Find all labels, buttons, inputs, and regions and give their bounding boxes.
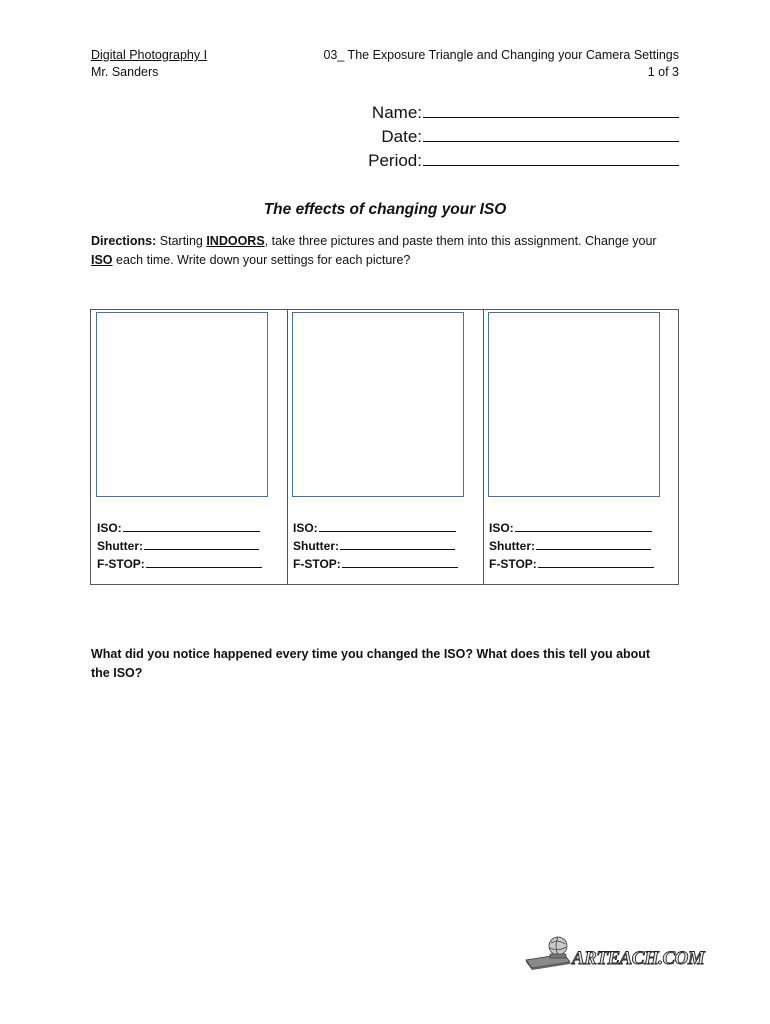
shutter-label: Shutter:	[97, 539, 143, 553]
name-line[interactable]	[423, 100, 679, 118]
picture-cell-3	[483, 310, 678, 584]
period-line[interactable]	[423, 148, 679, 166]
picture-table	[90, 309, 679, 585]
photo-placeholder-1[interactable]	[96, 312, 268, 497]
course-name: Digital Photography I	[91, 48, 208, 62]
iso-label: ISO:	[97, 521, 122, 535]
directions	[91, 232, 691, 270]
photo-placeholder-2[interactable]	[292, 312, 464, 497]
fstop-blank[interactable]	[342, 555, 458, 568]
arteach-logo	[520, 932, 705, 972]
iso-emphasis: ISO	[91, 253, 113, 267]
directions-label: Directions:	[91, 234, 157, 248]
iso-blank[interactable]	[123, 519, 260, 532]
fstop-label: F-STOP:	[97, 557, 145, 571]
settings-3	[489, 519, 654, 573]
photo-placeholder-3[interactable]	[488, 312, 660, 497]
fstop-label: F-STOP:	[293, 557, 341, 571]
lesson-title: 03_ The Exposure Triangle and Changing your Camera Settings	[323, 48, 679, 62]
iso-label: ISO:	[293, 521, 318, 535]
iso-label: ISO:	[489, 521, 514, 535]
period-label: Period:	[368, 151, 422, 170]
indoors-emphasis: INDOORS	[206, 234, 265, 248]
iso-blank[interactable]	[515, 519, 652, 532]
fstop-blank[interactable]	[146, 555, 262, 568]
directions-text-1: Starting	[156, 234, 207, 248]
settings-2	[293, 519, 458, 573]
shutter-blank[interactable]	[340, 537, 455, 550]
teacher-name: Mr. Sanders	[91, 65, 159, 79]
shutter-blank[interactable]	[536, 537, 651, 550]
shutter-label: Shutter:	[293, 539, 339, 553]
page-title: The effects of changing your ISO	[263, 201, 507, 218]
header-left	[91, 47, 207, 81]
logo-text: ARTEACH.COM	[572, 948, 705, 969]
shutter-blank[interactable]	[144, 537, 259, 550]
settings-1	[97, 519, 262, 573]
iso-blank[interactable]	[319, 519, 456, 532]
date-field[interactable]	[368, 124, 679, 148]
period-field[interactable]	[368, 148, 679, 172]
picture-cell-2	[287, 310, 484, 584]
fstop-label: F-STOP:	[489, 557, 537, 571]
directions-text-2: , take three pictures and paste them into this assignment. Change your	[264, 234, 657, 248]
fstop-blank[interactable]	[538, 555, 654, 568]
student-info	[368, 100, 679, 172]
picture-cell-1	[91, 310, 288, 584]
header-right	[323, 47, 679, 81]
page-number: 1 of 3	[647, 65, 679, 79]
name-field[interactable]	[368, 100, 679, 124]
name-label: Name:	[371, 103, 422, 122]
date-label: Date:	[381, 127, 422, 146]
date-line[interactable]	[423, 124, 679, 142]
reflection-question: What did you notice happened every time you changed the ISO? What does this tell you about the ISO?	[91, 647, 651, 680]
book-globe-icon	[520, 932, 705, 972]
directions-text-3: each time. Write down your settings for each picture?	[112, 253, 411, 267]
shutter-label: Shutter:	[489, 539, 535, 553]
